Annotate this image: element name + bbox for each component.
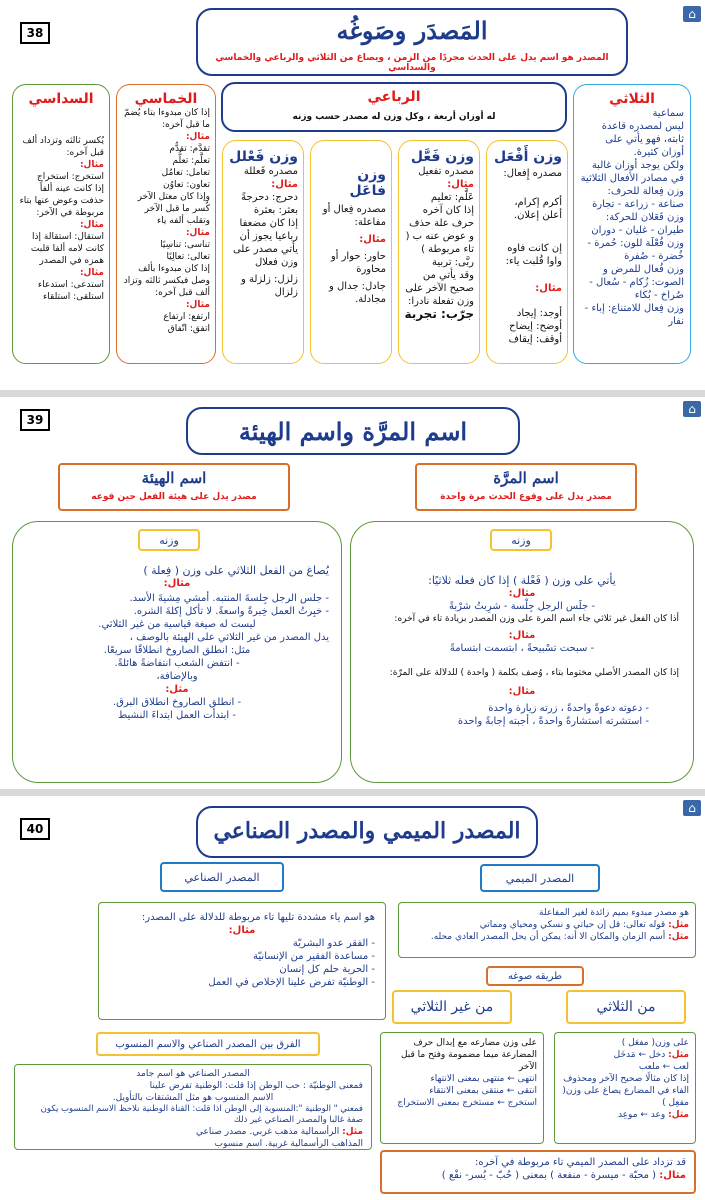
- fa33al-l2: عَلَّم: تعليم: [430, 192, 474, 203]
- sudasi-l5: استدعى: استدعاء: [37, 280, 104, 290]
- sudasi-l3: إذا كانت عينه ألفاً حذفت وعوض عنها بتاء مربوطة في الآخر:: [19, 184, 104, 218]
- hay2a-l3: - خبِرتُ العمل خِبرةً واسعةً. لا تأكل إكلةَ الشره.: [133, 606, 329, 617]
- af3al-l1: مصدره إِفعال:: [503, 168, 562, 179]
- hay2a-l6: مثل: انطلق الصاروخ انطلاقًا سريعًا.: [103, 645, 251, 656]
- farq-l1: المصدر الصناعي هو اسم جامد: [136, 1069, 250, 1079]
- fa33al-l4: ربَّى: تربية: [432, 257, 474, 268]
- sinai-item: - مساعدة الفقير من الإنسانيّة: [253, 951, 375, 962]
- farq-l5: الرأسمالية مذهب غربي. مصدر صناعي: [195, 1127, 340, 1137]
- af3al-l6: أوقف: إيقاف: [508, 334, 562, 345]
- page-title: اسم المرَّة واسم الهيئة: [238, 417, 468, 446]
- marra-title: اسم المرَّة: [493, 469, 559, 487]
- rubai-title: الرباعي: [367, 89, 421, 105]
- farq-l3: الاسم المنسوب هو مثل المشتقات بالتأويل.: [112, 1093, 274, 1103]
- marra-l5: إذا كان المصدر الأصلي مختوما بتاء ، وُصف بكلمة ( واحدة ) للدلالة على المرّة:: [389, 668, 679, 678]
- fa33al-l1: مصدره تفعيل: [418, 166, 474, 177]
- from3-l4: إذا كان مثالًا صحيح الآخر ومحذوف الفاء في المضارع يصاغ على وزن( مفعِل ): [562, 1074, 689, 1108]
- fa3lal-title: وزن فَعْلل: [229, 149, 298, 165]
- thulathi-line: ليس لمصدره قاعدة ثابته، فهو يأتي على أوزان كثيرة.: [601, 121, 684, 158]
- page-39: [0, 397, 705, 789]
- farq-l2: فمعنى الوطنيّة : حب الوطن إذا قلت: الوطنية تفرض علينا: [149, 1081, 363, 1091]
- hay2a-ex: مثال:: [163, 578, 191, 589]
- from3-title: من الثلاثي: [596, 999, 656, 1015]
- mimi-l2: قوله تعالى: قل إن حياتي و نسكي ومحياي ومماتي: [479, 920, 666, 930]
- definition: المصدر هو اسم يدل على الحدث مجردًا من الزمن ، ويصاغ من الثلاثي والرباعي والخماسي والسداسي: [215, 53, 609, 73]
- page-40: [0, 796, 705, 1200]
- farq-body: [14, 1064, 372, 1150]
- fa3al-title: وزن فاعَل: [349, 167, 386, 199]
- fromNon3-body: [380, 1032, 544, 1144]
- marra-l3: أذا كان الفعل غير ثلاثي جاء اسم المرة على وزن المصدر بزيادة تاء في آخره:: [394, 614, 679, 624]
- mimi-l3: أسم الزمان والمكان الا أنه: يمكن أن يحل المصدر العادي محله.: [430, 932, 666, 942]
- thulathi-line: وزن فُعال للمرض و الصوت: زُكام - سُعال - صُراخ - بُكاء: [589, 264, 684, 301]
- from3-l2: دخل ← مَدخَل: [613, 1050, 666, 1060]
- af3al-title: وزن أَفْعَل: [494, 149, 562, 165]
- marra-wazn-label: وزنه: [511, 534, 531, 547]
- from3-l1: على وزن( مفعَل ): [621, 1038, 689, 1048]
- hay2a-title: اسم الهيئة: [141, 469, 207, 487]
- thulathi-line: سماعية: [652, 108, 684, 119]
- mimi-body: [398, 902, 696, 958]
- fa3al-ex: مثال:: [359, 234, 386, 245]
- hay2a-l5: يدل المصدر من غير الثلاثي على الهيئة بالوصف ،: [129, 632, 329, 643]
- farq-header: [96, 1032, 320, 1056]
- marra-ex: مثال:: [508, 588, 536, 599]
- fa33al-title: وزن فَعَّل: [410, 149, 474, 165]
- khumasi-line: تعاون: تعاوُن: [163, 180, 210, 190]
- sinai-header: [160, 862, 284, 892]
- from3-l3: لعب ← ملعب: [638, 1062, 689, 1072]
- hay2a-l10: - ابتدأت العمل ابتداءَ النشيط: [118, 710, 236, 721]
- from3-ex: مثل:: [668, 1050, 689, 1060]
- khumasi-l1: إذا كان مبدوءا بتاء يُضمّ ما قبل آخره:: [124, 108, 210, 130]
- fa3lal-box: [222, 140, 304, 364]
- sudasi-l4: استقال: استقالة إذا كانت لامه ألفا قلبت همزه في المصدر: [30, 232, 104, 266]
- mimi-ex2: مثل:: [668, 932, 689, 942]
- fromNon3-l3: انتقى ← منتقى بمعنى الانتقاء: [429, 1086, 537, 1096]
- khumasi-lines2: [122, 239, 210, 263]
- fa3lal-l1: مصدره فَعللة: [243, 166, 298, 177]
- fromNon3-l2: انتهى ← منتهى بمعنى الانتهاء: [430, 1074, 537, 1084]
- hay2a-l9: - انطلق الصاروخ انطلاق البرق.: [112, 697, 242, 708]
- sinai-items: [109, 937, 375, 989]
- tail-l1: قد تزداد على المصدر الميمي تاء مربوطة في آخره:: [474, 1157, 686, 1168]
- sudasi-l6: استلقى: استلقاء: [43, 292, 104, 302]
- sinai-title: المصدر الصناعي: [184, 871, 260, 884]
- khumasi-ex3: مثال:: [185, 300, 210, 310]
- home-icon[interactable]: ⌂: [683, 401, 701, 417]
- fromNon3-header: [392, 990, 512, 1024]
- fa3al-box: [310, 140, 392, 364]
- mimi-l1: هو مصدر مبدوء بميم زائدة لغير المفاعلة: [539, 908, 689, 918]
- farq-l6: المذاهب الرأسمالية غربية. اسم منسوب: [214, 1139, 363, 1149]
- fa33al-l3: إذا كان آخره حرف علة حذف و عوض عنه ب ( تاء مربوطة ): [405, 205, 474, 255]
- hay2a-l1: يُصاغ من الفعل الثلاثي على وزن ( فِعلة ): [143, 564, 329, 577]
- page-number: 39: [20, 409, 50, 431]
- af3al-box: [486, 140, 568, 364]
- thulathi-line: وزن فُعْلَة للون: حُمرة - خُضرة - صُفرة: [587, 238, 684, 262]
- khumasi-box: [116, 84, 216, 364]
- page-title: المَصدَر وصَوغُه: [336, 16, 488, 45]
- sudasi-ex2: مثال:: [79, 220, 104, 230]
- page-title: المصدر الميمي والمصدر الصناعي: [213, 818, 521, 844]
- marra-sub: مصدر يدل على وقوع الحدث مرة واحدة: [440, 492, 612, 502]
- from3-body: [554, 1032, 696, 1144]
- tail-box: [380, 1150, 696, 1194]
- from3-ex2: مثل:: [668, 1110, 689, 1120]
- hay2a-body: [12, 521, 342, 783]
- sinai-item: - الحرية حلم كل إنسان: [279, 964, 375, 975]
- rubai-desc: له أوزان أربعة ، وكل وزن له مصدر حسب وزنه: [292, 112, 496, 122]
- marra-wazn: [490, 529, 552, 551]
- hay2a-header: [58, 463, 290, 511]
- farq-l4: فمعني " الوطنية ":المنسوبة إلى الوطن اذا قلت: القناة الوطنية نلاحظ الاسم المنسوب يكون صفة غالبا والمصدر الصناعي غير ذلك: [40, 1104, 363, 1125]
- marra-l2: - جلَس الرجل جِلْسة - شرِبتُ شرْبةً: [449, 601, 595, 612]
- page-number: 38: [20, 22, 50, 44]
- hay2a-l4: ليست له صيغة قياسية من غير الثلاثي.: [98, 619, 256, 630]
- mimi-title: المصدر الميمي: [505, 872, 575, 885]
- khumasi-line: تعامل: تعامُل: [161, 168, 210, 178]
- home-icon[interactable]: ⌂: [683, 800, 701, 816]
- fa3lal-ex: مثال:: [271, 179, 298, 190]
- khumasi-l2: وإذا كان معتل الآخر كُسر ما قبل الآخر وتقلب ألفه ياء: [137, 192, 210, 226]
- khumasi-lines3: [122, 311, 210, 335]
- sudasi-title: السداسي: [28, 91, 94, 107]
- af3al-l5: أوضح: إيضاح: [509, 321, 562, 332]
- af3al-l3: إن كانت فاوه واوا قُلبت ياء:: [505, 243, 562, 267]
- fa33al-l6: جرّب: تجربة: [404, 307, 474, 321]
- hay2a-wazn-label: وزنه: [159, 534, 179, 547]
- sinai-l1: هو اسم ياء مشددة تليها تاء مربوطة للدلالة على المصدر:: [141, 912, 375, 923]
- title-box: [196, 806, 538, 858]
- sinai-body: [98, 902, 386, 1020]
- khumasi-ex: مثال:: [185, 132, 210, 142]
- thulathi-title: الثلاثي: [609, 91, 655, 107]
- sinai-item: - الوطنيّة تفرض علينا الإخلاص في العمل: [208, 977, 375, 988]
- fa3lal-l4: زلزل: زلزلة و زلزال: [240, 274, 298, 298]
- marra-ex3: مثال:: [508, 686, 536, 697]
- from3-l5: وعد ← موعِد: [617, 1110, 666, 1120]
- thulathi-line: وزن فِعالة للحرف: صناعة - زراعة - تجارة: [592, 186, 684, 210]
- thulathi-box: [573, 84, 691, 364]
- sudasi-l2: استخرج: استخراج: [36, 172, 104, 182]
- marra-l4: - سبحت تسْبيحةً ، ابتسمت ابتسامةً: [449, 643, 595, 654]
- marra-l7: - استشرته استشارةً واحدةً ، أجبته إجابةً واحدة: [457, 716, 649, 727]
- thulathi-line: وزن فَعَلان للحركة: طيران - غليان - دوران: [591, 212, 684, 236]
- sudasi-ex: مثال:: [79, 160, 104, 170]
- thulathi-line: وزن فِعال للامتناع: إباء - نفار: [584, 303, 684, 327]
- fromNon3-title: من غير الثلاثي: [410, 999, 494, 1015]
- title-box: [186, 407, 520, 455]
- hay2a-l8: وبالإضافة،: [156, 671, 198, 682]
- thulathi-line: ولكن يوجد أوزان غالبة في مصادر الأفعال الثلاثية: [580, 160, 684, 184]
- khumasi-l3: إذا كان مبدوءا بألف وصل فيكسر ثالثه وتزاد ألف قبل آخره:: [123, 264, 210, 298]
- fromNon3-l1: على وزن مضارعه مع إبدال حرف المضارعة ميما مضمومة وفتح ما قبل الآخر: [400, 1038, 537, 1072]
- hay2a-sub: مصدر يدل على هيئة الفعل حين قوعه: [91, 492, 257, 502]
- sudasi-l1: يُكسر ثالثه وتزداد ألف قبل آخره:: [22, 136, 104, 158]
- hay2a-ex2: مثل:: [165, 684, 189, 695]
- mimi-ex: مثل:: [668, 920, 689, 930]
- khumasi-title: الخماسي: [134, 91, 198, 107]
- marra-l6: - دعوته دعوةً واحدةً ، زرته زيارة واحدة: [488, 703, 649, 714]
- home-icon[interactable]: ⌂: [683, 6, 701, 22]
- fa33al-l5: وقد يأتي من صحيح الآخر على وزن تفعلة نادرا:: [405, 270, 474, 307]
- rubai-header: [221, 82, 567, 132]
- page-number: 40: [20, 818, 50, 840]
- sinai-ex: مثال:: [228, 925, 256, 936]
- marra-ex2: مثال:: [508, 630, 536, 641]
- tail-ex: مثال:: [659, 1170, 686, 1181]
- page-38: [0, 0, 705, 390]
- khumasi-line: تناسى: تناسِيًا: [160, 240, 210, 250]
- hay2a-l7: - انتفض الشعب انتفاضةً هائلةً.: [114, 658, 240, 669]
- thulathi-lines: [580, 107, 684, 328]
- fromNon3-l4: استخرج ← مستخرج بمعنى الاستخراج: [397, 1098, 537, 1108]
- af3al-ex: مثال:: [535, 283, 562, 294]
- khumasi-lines: [122, 143, 210, 191]
- hay2a-l2: - جلس الرجل جِلسةَ المنتبه. أمشي مِشيةَ الأسد.: [129, 593, 329, 604]
- marra-body: [350, 521, 694, 783]
- fa3al-l1: مصدره فِعال أو مفاعلة:: [322, 204, 386, 228]
- af3al-l4: أوجد: إيجاد: [516, 308, 562, 319]
- farq-ex: مثل:: [342, 1127, 363, 1137]
- fa33al-box: [398, 140, 480, 364]
- khumasi-line: تعالى: تعالِيًا: [166, 252, 210, 262]
- khumasi-line: تعلَّم: تعلُّم: [172, 156, 210, 166]
- fa3lal-l3: إذا كان مضعفا رباعيا يجوز أن يأتي مصدر على وزن فعلال: [232, 218, 298, 268]
- khumasi-ex2: مثال:: [185, 228, 210, 238]
- khumasi-line: ارتفع: ارتفاع: [163, 312, 210, 322]
- fa3al-l3: جادل: جدال و مجادلة.: [329, 281, 386, 305]
- sudasi-ex3: مثال:: [79, 268, 104, 278]
- fa3lal-l2: دحرج: دحرجةً بعثر: بعثرة: [241, 192, 298, 216]
- khumasi-line: اتفق: اتّفاق: [167, 324, 210, 334]
- tariqa-label: طريقه صوغه: [507, 971, 563, 982]
- af3al-l2: أكرم إكرام، أعلن إعلان.: [513, 197, 562, 221]
- khumasi-line: تقدَّم: تقدُّم: [169, 144, 210, 154]
- tail-l2: ( محبّة - ميسرة - منفعة ) بمعنى ( حُبّ - يُسر- نفْع ): [441, 1170, 657, 1181]
- sinai-item: - الفقر عدو البشريّة: [292, 938, 375, 949]
- hay2a-wazn: [138, 529, 200, 551]
- marra-header: [415, 463, 637, 511]
- from3-header: [566, 990, 686, 1024]
- fa3al-l2: حاور: حوار أو محاورة: [330, 251, 386, 275]
- title-box: [196, 8, 628, 76]
- fa33al-ex: مثال:: [447, 179, 474, 190]
- mimi-header: [480, 864, 600, 892]
- marra-l1: يأتي على وزن ( فَعْلة ) إذا كان فعله ثلاثيًا:: [428, 574, 616, 587]
- tariqa-box: [486, 966, 584, 986]
- sudasi-box: [12, 84, 110, 364]
- farq-title: الفرق بين المصدر الصناعي والاسم المنسوب: [115, 1039, 301, 1050]
